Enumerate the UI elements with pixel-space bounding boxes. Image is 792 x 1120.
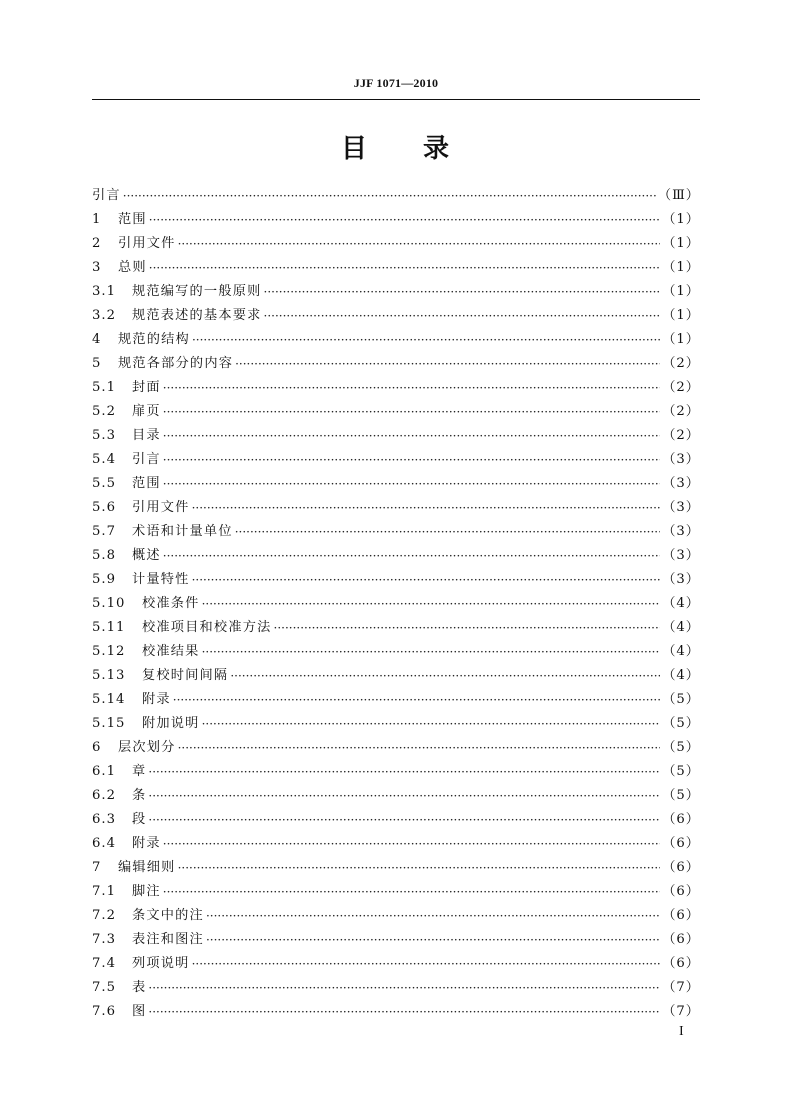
toc-entry-label: 附录 xyxy=(132,836,161,851)
toc-entry-page: （5） xyxy=(662,716,700,731)
toc-entry[interactable] xyxy=(92,232,700,256)
toc-entry[interactable] xyxy=(92,496,700,520)
toc-leader-dots xyxy=(178,736,661,760)
toc-entry-page: （1） xyxy=(662,212,700,227)
toc-entry-page: （5） xyxy=(662,740,700,755)
toc-entry-number: 5.7 xyxy=(92,524,116,539)
toc-entry-page: （4） xyxy=(662,644,700,659)
toc-entry-label: 术语和计量单位 xyxy=(132,524,233,539)
toc-leader-dots xyxy=(206,904,660,928)
toc-entry-page: （6） xyxy=(662,860,700,875)
toc-entry-number: 5.1 xyxy=(92,380,116,395)
toc-entry-page: （1） xyxy=(662,260,700,275)
toc-entry-number: 5.2 xyxy=(92,404,116,419)
toc-entry-label: 扉页 xyxy=(132,404,161,419)
toc-entry-number: 7.6 xyxy=(92,1004,116,1019)
toc-entry-page: （4） xyxy=(662,620,700,635)
toc-entry-label: 表 xyxy=(132,980,147,995)
toc-entry[interactable] xyxy=(92,304,700,328)
toc-entry-page: （7） xyxy=(662,1004,700,1019)
toc-entry[interactable] xyxy=(92,616,700,640)
toc-leader-dots xyxy=(235,352,660,376)
toc-entry[interactable] xyxy=(92,376,700,400)
toc-entry-number: 5.14 xyxy=(92,692,126,707)
toc-leader-dots xyxy=(192,568,661,592)
toc-leader-dots xyxy=(148,784,660,808)
toc-entry-label: 表注和图注 xyxy=(132,932,204,947)
toc-entry-label: 段 xyxy=(132,812,147,827)
page-number: I xyxy=(679,1024,684,1039)
toc-entry[interactable] xyxy=(92,184,700,208)
toc-leader-dots xyxy=(163,448,660,472)
toc-entry-label: 附加说明 xyxy=(142,716,200,731)
toc-entry-number: 6.3 xyxy=(92,812,116,827)
toc-entry-page: （4） xyxy=(662,596,700,611)
toc-entry-label: 附录 xyxy=(142,692,171,707)
toc-entry-number: 3 xyxy=(92,260,102,275)
toc-entry-number: 5.11 xyxy=(92,620,126,635)
toc-entry[interactable] xyxy=(92,208,700,232)
toc-entry-page: （3） xyxy=(662,452,700,467)
toc-entry-label: 规范的结构 xyxy=(118,332,190,347)
toc-entry-number: 3.1 xyxy=(92,284,116,299)
toc-leader-dots xyxy=(173,688,660,712)
toc-entry-label: 章 xyxy=(132,764,147,779)
toc-entry[interactable] xyxy=(92,664,700,688)
toc-entry-label: 引用文件 xyxy=(118,236,176,251)
toc-entry-page: （5） xyxy=(662,788,700,803)
toc-entry[interactable] xyxy=(92,736,700,760)
toc-entry-page: （3） xyxy=(662,572,700,587)
toc-entry-number: 6.4 xyxy=(92,836,116,851)
toc-entry[interactable] xyxy=(92,280,700,304)
toc-entry[interactable] xyxy=(92,568,700,592)
toc-entry-label: 脚注 xyxy=(132,884,161,899)
toc-leader-dots xyxy=(163,472,660,496)
toc-entry-label: 校准项目和校准方法 xyxy=(142,620,272,635)
toc-entry-label: 复校时间间隔 xyxy=(142,668,229,683)
toc-leader-dots xyxy=(163,424,660,448)
toc-leader-dots xyxy=(178,856,661,880)
toc-leader-dots xyxy=(163,376,660,400)
toc-entry-page: （5） xyxy=(662,764,700,779)
toc-entry-label: 层次划分 xyxy=(118,740,176,755)
toc-entry-number: 5.8 xyxy=(92,548,116,563)
toc-entry-page: （2） xyxy=(662,356,700,371)
toc-entry-label: 图 xyxy=(132,1004,147,1019)
toc-entry-page: （6） xyxy=(662,908,700,923)
toc-leader-dots xyxy=(202,592,661,616)
toc-entry[interactable] xyxy=(92,472,700,496)
toc-entry[interactable] xyxy=(92,808,700,832)
toc-leader-dots xyxy=(148,808,660,832)
toc-entry-label: 目录 xyxy=(132,428,161,443)
toc-entry[interactable] xyxy=(92,952,700,976)
title-char-1: 目 xyxy=(340,134,369,164)
toc-entry-label: 列项说明 xyxy=(132,956,190,971)
toc-entry-label: 引言 xyxy=(132,452,161,467)
toc-entry-number: 5.5 xyxy=(92,476,116,491)
toc-entry-number: 6.2 xyxy=(92,788,116,803)
document-code-header: JJF 1071—2010 xyxy=(353,76,439,90)
toc-entry-number: 7 xyxy=(92,860,102,875)
toc-leader-dots xyxy=(178,232,661,256)
toc-entry-number: 1 xyxy=(92,212,102,227)
toc-leader-dots xyxy=(163,880,660,904)
toc-entry-label: 引言 xyxy=(92,188,121,203)
toc-entry-page: （3） xyxy=(662,500,700,515)
toc-entry-page: （3） xyxy=(662,524,700,539)
toc-leader-dots xyxy=(163,832,660,856)
toc-entry[interactable] xyxy=(92,400,700,424)
toc-entry-number: 5.9 xyxy=(92,572,116,587)
toc-entry[interactable] xyxy=(92,1000,700,1024)
toc-entry-label: 条 xyxy=(132,788,147,803)
toc-entry-page: （4） xyxy=(662,668,700,683)
table-of-contents xyxy=(92,184,700,1024)
toc-entry-number: 7.4 xyxy=(92,956,116,971)
toc-entry-page: （1） xyxy=(662,236,700,251)
toc-entry-page: （6） xyxy=(662,836,700,851)
toc-entry-label: 校准条件 xyxy=(142,596,200,611)
toc-entry-label: 编辑细则 xyxy=(118,860,176,875)
toc-entry-page: （6） xyxy=(662,884,700,899)
toc-entry-page: （1） xyxy=(662,332,700,347)
toc-entry-page: （2） xyxy=(662,428,700,443)
toc-entry-label: 校准结果 xyxy=(142,644,200,659)
toc-entry-label: 计量特性 xyxy=(132,572,190,587)
toc-entry-label: 规范编写的一般原则 xyxy=(132,284,262,299)
toc-entry-number: 5.12 xyxy=(92,644,126,659)
toc-leader-dots xyxy=(230,664,660,688)
toc-leader-dots xyxy=(206,928,660,952)
toc-entry-number: 7.1 xyxy=(92,884,116,899)
toc-entry-number: 5.13 xyxy=(92,668,126,683)
toc-entry-number: 7.3 xyxy=(92,932,116,947)
toc-entry-label: 范围 xyxy=(132,476,161,491)
toc-leader-dots xyxy=(149,208,660,232)
toc-entry-label: 条文中的注 xyxy=(132,908,204,923)
toc-entry[interactable] xyxy=(92,832,700,856)
toc-entry[interactable] xyxy=(92,352,700,376)
toc-entry-page: （2） xyxy=(662,380,700,395)
toc-entry-number: 5.4 xyxy=(92,452,116,467)
toc-entry[interactable] xyxy=(92,784,700,808)
header-rule xyxy=(92,99,700,100)
toc-leader-dots xyxy=(163,544,660,568)
toc-entry[interactable] xyxy=(92,928,700,952)
page-title xyxy=(0,128,792,165)
toc-entry[interactable] xyxy=(92,520,700,544)
toc-entry[interactable] xyxy=(92,688,700,712)
toc-entry-label: 封面 xyxy=(132,380,161,395)
toc-entry-page: （5） xyxy=(662,692,700,707)
toc-leader-dots xyxy=(148,1000,660,1024)
toc-entry[interactable] xyxy=(92,256,700,280)
toc-leader-dots xyxy=(148,760,660,784)
toc-entry-number: 3.2 xyxy=(92,308,116,323)
toc-entry-number: 5.3 xyxy=(92,428,116,443)
toc-entry-page: （1） xyxy=(662,284,700,299)
toc-entry-number: 6.1 xyxy=(92,764,116,779)
toc-leader-dots xyxy=(274,616,661,640)
toc-entry[interactable] xyxy=(92,976,700,1000)
toc-entry-page: （Ⅲ） xyxy=(657,188,700,203)
toc-entry[interactable] xyxy=(92,712,700,736)
toc-entry-page: （2） xyxy=(662,404,700,419)
toc-leader-dots xyxy=(192,952,661,976)
toc-entry-number: 5.15 xyxy=(92,716,126,731)
toc-leader-dots xyxy=(264,304,661,328)
toc-leader-dots xyxy=(192,328,660,352)
toc-entry-number: 5 xyxy=(92,356,102,371)
toc-entry[interactable] xyxy=(92,880,700,904)
toc-entry-number: 4 xyxy=(92,332,102,347)
toc-entry-number: 5.6 xyxy=(92,500,116,515)
toc-leader-dots xyxy=(235,520,661,544)
toc-entry-label: 总则 xyxy=(118,260,147,275)
title-char-2: 录 xyxy=(423,134,452,164)
toc-entry[interactable] xyxy=(92,640,700,664)
toc-entry-page: （7） xyxy=(662,980,700,995)
toc-leader-dots xyxy=(202,640,661,664)
toc-entry-label: 规范表述的基本要求 xyxy=(132,308,262,323)
toc-leader-dots xyxy=(123,184,656,208)
toc-entry-number: 6 xyxy=(92,740,102,755)
toc-entry-number: 7.5 xyxy=(92,980,116,995)
toc-entry-label: 范围 xyxy=(118,212,147,227)
toc-entry[interactable] xyxy=(92,424,700,448)
toc-entry[interactable] xyxy=(92,544,700,568)
toc-entry-number: 2 xyxy=(92,236,102,251)
toc-leader-dots xyxy=(149,256,660,280)
toc-entry[interactable] xyxy=(92,904,700,928)
toc-entry-page: （3） xyxy=(662,548,700,563)
toc-entry-page: （1） xyxy=(662,308,700,323)
toc-entry[interactable] xyxy=(92,856,700,880)
toc-leader-dots xyxy=(264,280,661,304)
toc-entry-page: （6） xyxy=(662,956,700,971)
toc-entry[interactable] xyxy=(92,760,700,784)
toc-entry-label: 概述 xyxy=(132,548,161,563)
toc-entry-label: 规范各部分的内容 xyxy=(118,356,234,371)
toc-entry-page: （6） xyxy=(662,932,700,947)
toc-entry-page: （6） xyxy=(662,812,700,827)
toc-entry-label: 引用文件 xyxy=(132,500,190,515)
toc-entry[interactable] xyxy=(92,592,700,616)
toc-leader-dots xyxy=(202,712,661,736)
toc-leader-dots xyxy=(192,496,661,520)
toc-entry-page: （3） xyxy=(662,476,700,491)
toc-entry-number: 5.10 xyxy=(92,596,126,611)
toc-entry[interactable] xyxy=(92,448,700,472)
toc-entry-number: 7.2 xyxy=(92,908,116,923)
toc-leader-dots xyxy=(163,400,660,424)
toc-entry[interactable] xyxy=(92,328,700,352)
toc-leader-dots xyxy=(148,976,660,1000)
